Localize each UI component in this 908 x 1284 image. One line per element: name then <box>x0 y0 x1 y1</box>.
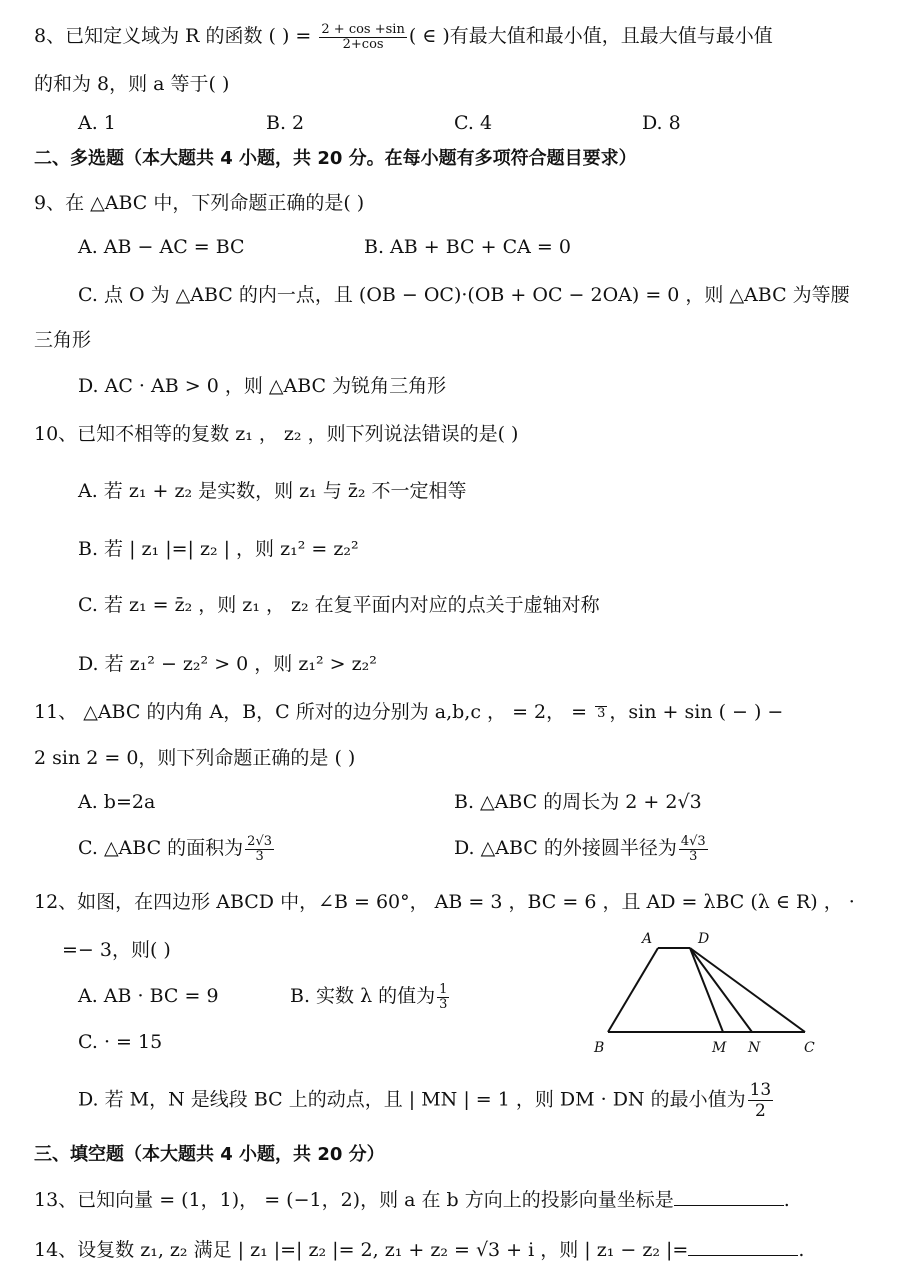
q11-frac-den: 3 <box>597 705 606 721</box>
q10-option-c: C. 若 z₁ = z̄₂ ，则 z₁ ， z₂ 在复平面内对应的点关于虚轴对称 <box>78 594 600 616</box>
q14-text: 14、设复数 z₁, z₂ 满足 | z₁ |=| z₂ |= 2, z₁ + z₂ = √3 + i ，则 | z₁ − z₂ |= <box>34 1239 689 1261</box>
label-b: B <box>594 1040 605 1056</box>
segment-ab <box>608 948 658 1032</box>
q12-line2: =− 3，则( ) <box>62 939 171 961</box>
q8-option-b: B. 2 <box>266 112 305 134</box>
q9-option-d: D. AC · AB > 0 ，则 △ABC 为锐角三角形 <box>78 375 447 397</box>
q12-option-b-text: B. 实数 λ 的值为 <box>290 985 436 1007</box>
q13-text: 13、已知向量 = (1，1)， = (−1，2)，则 a 在 b 方向上的投影向量坐标是 <box>34 1189 674 1211</box>
q12-option-b <box>290 982 451 1012</box>
q14-answer-blank[interactable] <box>688 1237 798 1256</box>
q11-option-c-text: C. △ABC 的面积为 <box>78 837 244 859</box>
q12-option-b-den: 3 <box>439 996 448 1012</box>
q11-option-d <box>454 834 710 864</box>
q11-option-d-num: 4√3 <box>680 833 706 849</box>
q12-option-d-text: D. 若 M，N 是线段 BC 上的动点，且 | MN | = 1 ，则 DM · DN 的最小值为 <box>78 1088 746 1111</box>
q12-option-d-frac <box>748 1080 774 1121</box>
q10-option-d: D. 若 z₁² − z₂² > 0 ，则 z₁² > z₂² <box>78 653 377 675</box>
q8-line2: 的和为 8，则 a 等于( ) <box>34 73 230 95</box>
q8-text: 8、已知定义域为 R 的函数 ( ) = <box>34 25 318 47</box>
q12-option-d <box>78 1080 775 1121</box>
label-a: A <box>642 931 653 947</box>
q11-line1 <box>34 698 783 726</box>
q11-fraction <box>595 706 607 721</box>
q11-option-c-den: 3 <box>255 848 264 864</box>
q11-options-cd <box>0 834 908 868</box>
q11-text: 11、 △ABC 的内角 A，B，C 所对的边分别为 a,b,c ， = 2， = <box>34 701 594 723</box>
q12-option-a: A. AB · BC = 9 <box>78 985 219 1007</box>
label-n: N <box>748 1040 761 1056</box>
q8-frac-den: 2+cos <box>342 36 384 52</box>
q13-period: . <box>783 1189 790 1211</box>
q9-options-ab <box>0 233 908 261</box>
q11-option-c-frac <box>245 835 274 864</box>
q11-option-c-num: 2√3 <box>247 833 272 849</box>
q12-option-b-frac <box>437 983 449 1012</box>
q8-option-c: C. 4 <box>454 112 493 134</box>
q12-option-d-den: 2 <box>755 1101 766 1121</box>
q11-option-d-frac <box>679 835 708 864</box>
q10-stem: 10、已知不相等的复数 z₁ ， z₂ ，则下列说法错误的是( ) <box>34 423 519 445</box>
q8-text-after: ( ∈ )有最大值和最小值，且最大值与最小值 <box>408 25 773 47</box>
label-c: C <box>804 1040 815 1056</box>
q11-option-a: A. b=2a <box>78 791 156 813</box>
q9-option-c: C. 点 O 为 △ABC 的内一点，且 (OB − OC)·(OB + OC − 2OA) = 0 ，则 △ABC 为等腰 <box>78 284 850 306</box>
q11-option-d-text: D. △ABC 的外接圆半径为 <box>454 837 677 859</box>
q10-option-a: A. 若 z₁ + z₂ 是实数，则 z₁ 与 z̄₂ 不一定相等 <box>78 480 467 502</box>
q8-options <box>0 109 908 137</box>
section-heading-2: 二、多选题（本大题共 4 小题，共 20 分。在每小题有多项符合题目要求） <box>34 148 637 169</box>
q11-options-ab <box>0 788 908 816</box>
q12-option-d-num: 13 <box>749 1080 772 1100</box>
q8-option-d: D. 8 <box>642 112 681 134</box>
q9-option-c-cont: 三角形 <box>34 329 92 351</box>
q13-answer-blank[interactable] <box>674 1187 784 1206</box>
q8-line1 <box>34 22 773 52</box>
q11-option-b: B. △ABC 的周长为 2 + 2√3 <box>454 791 702 813</box>
q12-options-ab <box>0 982 560 1016</box>
q11-option-c <box>78 834 276 864</box>
q12-line1: 12、如图，在四边形 ABCD 中，∠B = 60°， AB = 3 ，BC = 6 ，且 AD = λBC (λ ∈ R) ， · <box>34 891 855 913</box>
q14-stem <box>34 1236 804 1264</box>
q9-option-a: A. AB − AC = BC <box>78 236 245 258</box>
section-heading-3: 三、填空题（本大题共 4 小题，共 20 分） <box>34 1144 385 1165</box>
q9-option-b: B. AB + BC + CA = 0 <box>364 236 571 258</box>
segment-dn <box>690 948 752 1032</box>
q12-option-c: C. · = 15 <box>78 1031 163 1053</box>
q8-fraction <box>319 23 406 52</box>
label-m: M <box>712 1040 727 1056</box>
label-d: D <box>698 931 710 947</box>
q8-option-a: A. 1 <box>78 112 116 134</box>
q11-text-after: ，sin + sin ( − ) − <box>609 701 784 723</box>
q12-option-b-num: 1 <box>439 981 448 997</box>
q10-option-b: B. 若 | z₁ |=| z₂ | ，则 z₁² = z₂² <box>78 538 359 560</box>
q11-line2: 2 sin 2 = 0，则下列命题正确的是 ( ) <box>34 747 356 769</box>
q8-frac-num: 2 + cos +sin <box>321 21 405 37</box>
quadrilateral-figure <box>590 926 830 1061</box>
q11-option-d-den: 3 <box>689 848 698 864</box>
q14-period: . <box>798 1239 805 1261</box>
q9-stem: 9、在 △ABC 中，下列命题正确的是( ) <box>34 192 365 214</box>
q13-stem <box>34 1186 790 1214</box>
